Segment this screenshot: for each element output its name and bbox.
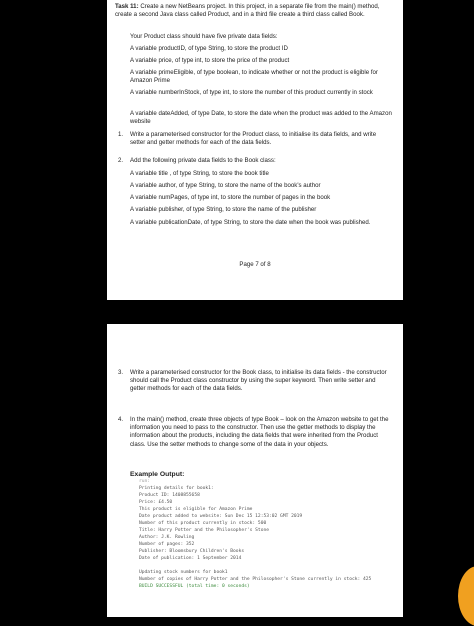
console-build-status: BUILD SUCCESSFUL (total time: 0 seconds) [139, 584, 250, 589]
document-page-7 [107, 0, 403, 300]
console-line: Number of this product currently in stock: 500 [139, 521, 267, 526]
console-line: Product ID: 1408855658 [139, 493, 200, 498]
step-text: Write a parameterised constructor for the Book class, to initialise its data fields - the constructor should call the Product class constructor by using the super keyword. Then write setter and getter methods for each of the data fields. [130, 369, 387, 393]
console-line: Price: £4.50 [139, 500, 173, 505]
step-number: 2. [118, 157, 124, 164]
book-field-item: A variable publisher, of type String, to store the name of the publisher [130, 206, 317, 213]
step-number: 4. [118, 416, 124, 423]
console-line: Author: J.K. Rowling [139, 535, 195, 540]
console-line: Printing details for book1: [139, 486, 214, 491]
page-footer: Page 7 of 8 [239, 261, 271, 268]
step-number: 1. [118, 131, 124, 138]
orange-overlay-shape [458, 566, 474, 626]
step-text: Write a parameterised constructor for the Product class, to initialise its data fields, and write setter and getter methods for each of the data fields. [130, 131, 377, 147]
book-field-item: A variable publicationDate, of type String, to store the date when the book was published. [130, 219, 371, 226]
product-field-item: A variable price, of type int, to store the price of the product [130, 57, 290, 64]
console-line: This product is eligible for Amazon Prime [139, 507, 253, 512]
book-field-item: A variable numPages, of type int, to store the number of pages in the book [130, 194, 331, 201]
console-line: run: [139, 479, 151, 484]
console-line: Publisher: Bloomsbury Children's Books [139, 549, 245, 554]
console-line: Date of publication: 1 September 2014 [139, 556, 242, 561]
document-page-8 [107, 324, 403, 617]
task-intro [115, 3, 397, 19]
console-line: Title: Harry Potter and the Philosopher's Stone [139, 528, 269, 533]
task-label: Task 11: [115, 3, 139, 10]
book-field-item: A variable author, of type String, to store the name of the book's author [130, 182, 321, 189]
console-line: Number of pages: 352 [139, 542, 195, 547]
product-fields-intro: Your Product class should have five private data fields: [130, 33, 278, 40]
product-field-item: A variable dateAdded, of type Date, to store the date when the product was added to the Amazon website [130, 110, 392, 126]
product-field-item: A variable productID, of type String, to store the product ID [130, 45, 288, 52]
product-field-item: A variable primeEligible, of type boolean, to indicate whether or not the product is eligible for Amazon Prime [130, 69, 378, 85]
step-text: In the main() method, create three objects of type Book – look on the Amazon website to get the information you need to pass to the constructor. Then use the getter methods to display the information about the products, including the data fields that were inherited from the Product class. Use the setter methods to change some of the data in your objects. [130, 416, 389, 448]
step-text: Add the following private data fields to the Book class: [130, 157, 276, 164]
example-output-heading: Example Output: [130, 471, 185, 478]
step-number: 3. [118, 369, 124, 376]
console-line: Updating stock numbers for book1 [139, 570, 228, 575]
task-intro-text: Create a new NetBeans project. In this project, in a separate file from the main() method, create a second Java class called Product, and in a third file create a third class called Book. [115, 3, 380, 19]
book-field-item: A variable title , of type String, to store the book title [130, 170, 269, 177]
console-line: Date product added to website: Sun Dec 15 12:53:02 GMT 2019 [139, 514, 303, 519]
product-field-item: A variable numberInStock, of type int, to store the number of this product currently in stock [130, 89, 373, 96]
console-line: Number of copies of Harry Potter and the Philosopher's Stone currently in stock: 425 [139, 577, 372, 582]
